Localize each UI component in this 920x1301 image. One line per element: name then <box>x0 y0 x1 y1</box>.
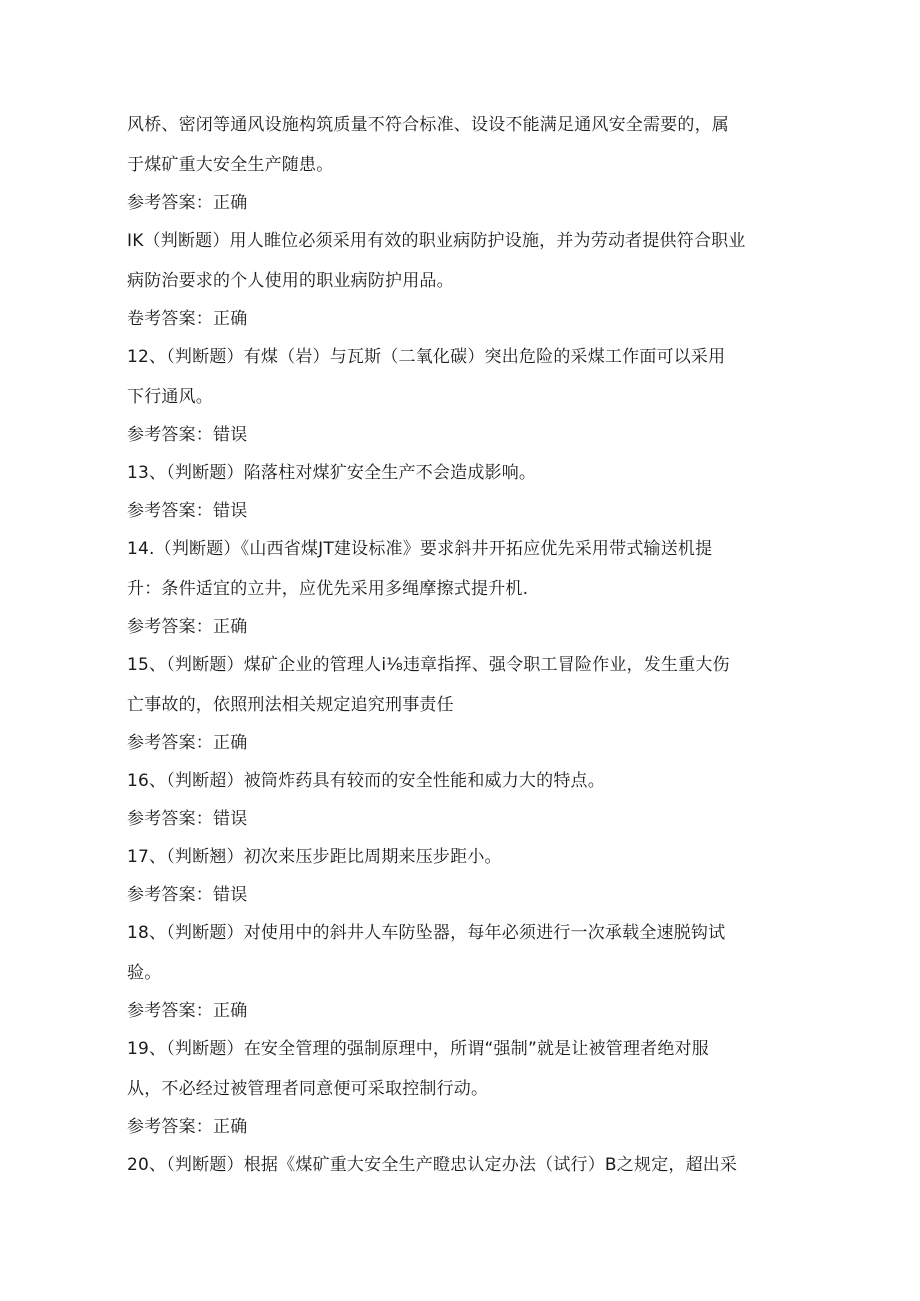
question-text-line: 18、（判断题）对使用中的斜井人车防坠器，每年必须进行一次承载全速脱钩试 <box>127 923 726 943</box>
question-item <box>127 464 797 521</box>
question-text-line: 19、（判断题）在安全管理的强制原理中，所谓“强制”就是让被管理者绝对服 <box>127 1039 709 1059</box>
question-text-line: 17、（判断翘）初次来压步距比周期来压步距小。 <box>127 847 502 867</box>
question-item <box>127 232 797 329</box>
question-list <box>127 116 797 1175</box>
question-text-line: 14.（判断题）《山西省煤JT建设标准》要求斜井开拓应优先采用带式输送机提 <box>127 539 713 559</box>
answer-text: 参考答案：错误 <box>127 501 248 521</box>
answer-text: 参考答案：正确 <box>127 193 248 213</box>
question-text-line: 于煤矿重大安全生产随患。 <box>127 155 334 175</box>
question-item <box>127 772 797 829</box>
question-text-line: 风桥、密闭等通风设施构筑质量不符合标准、设设不能满足通风安全需要的，属 <box>127 115 729 135</box>
question-text-line: 从，不必经过被管理者同意便可采取控制行动。 <box>127 1079 489 1099</box>
question-text-line: 病防治要求的个人使用的职业病防护用品。 <box>127 271 454 291</box>
answer-text: 参考答案：正确 <box>127 1117 248 1137</box>
answer-text: 参考答案：正确 <box>127 1001 248 1021</box>
question-text-line: 升：条件适宜的立井，应优先采用多绳摩擦式提升机. <box>127 579 529 599</box>
answer-text: 参考答案：正确 <box>127 617 248 637</box>
answer-text: 参考答案：正确 <box>127 733 248 753</box>
question-text-line: 下行通风。 <box>127 387 213 407</box>
question-text-line: 20、（判断题）根据《煤矿重大安全生产瞪忠认定办法（试行）B之规定，超出采 <box>127 1155 738 1175</box>
question-text-line: 16、（判断超）被筒炸药具有较而的安全性能和威力大的特点。 <box>127 771 605 791</box>
question-item <box>127 348 797 445</box>
question-text-line: 验。 <box>127 963 162 983</box>
question-item <box>127 116 797 213</box>
question-item <box>127 848 797 905</box>
question-text-line: 13、（判断题）陷落柱对煤犷安全生产不会造成影响。 <box>127 463 537 483</box>
question-text-line: 亡事故的，依照刑法相关规定追究刑事责任 <box>127 695 454 715</box>
question-text-line: 15、（判断题）煤矿企业的管理人i⅛违章指挥、强令职工冒险作业，发生重大伤 <box>127 655 730 675</box>
question-text-line: 12、（判断题）有煤（岩）与瓦斯（二氧化碳）突出危险的采煤工作面可以采用 <box>127 347 726 367</box>
question-item <box>127 924 797 1021</box>
question-text-line: IK（判断题）用人睢位必须采用有效的职业病防护设施，并为劳动者提供符合职业 <box>127 231 746 251</box>
answer-text: 卷考答案：正确 <box>127 309 248 329</box>
answer-text: 参考答案：错误 <box>127 809 248 829</box>
question-item <box>127 1040 797 1137</box>
question-item <box>127 656 797 753</box>
question-item <box>127 540 797 637</box>
answer-text: 参考答案：错误 <box>127 425 248 445</box>
question-item <box>127 1156 797 1175</box>
answer-text: 参考答案：错误 <box>127 885 248 905</box>
